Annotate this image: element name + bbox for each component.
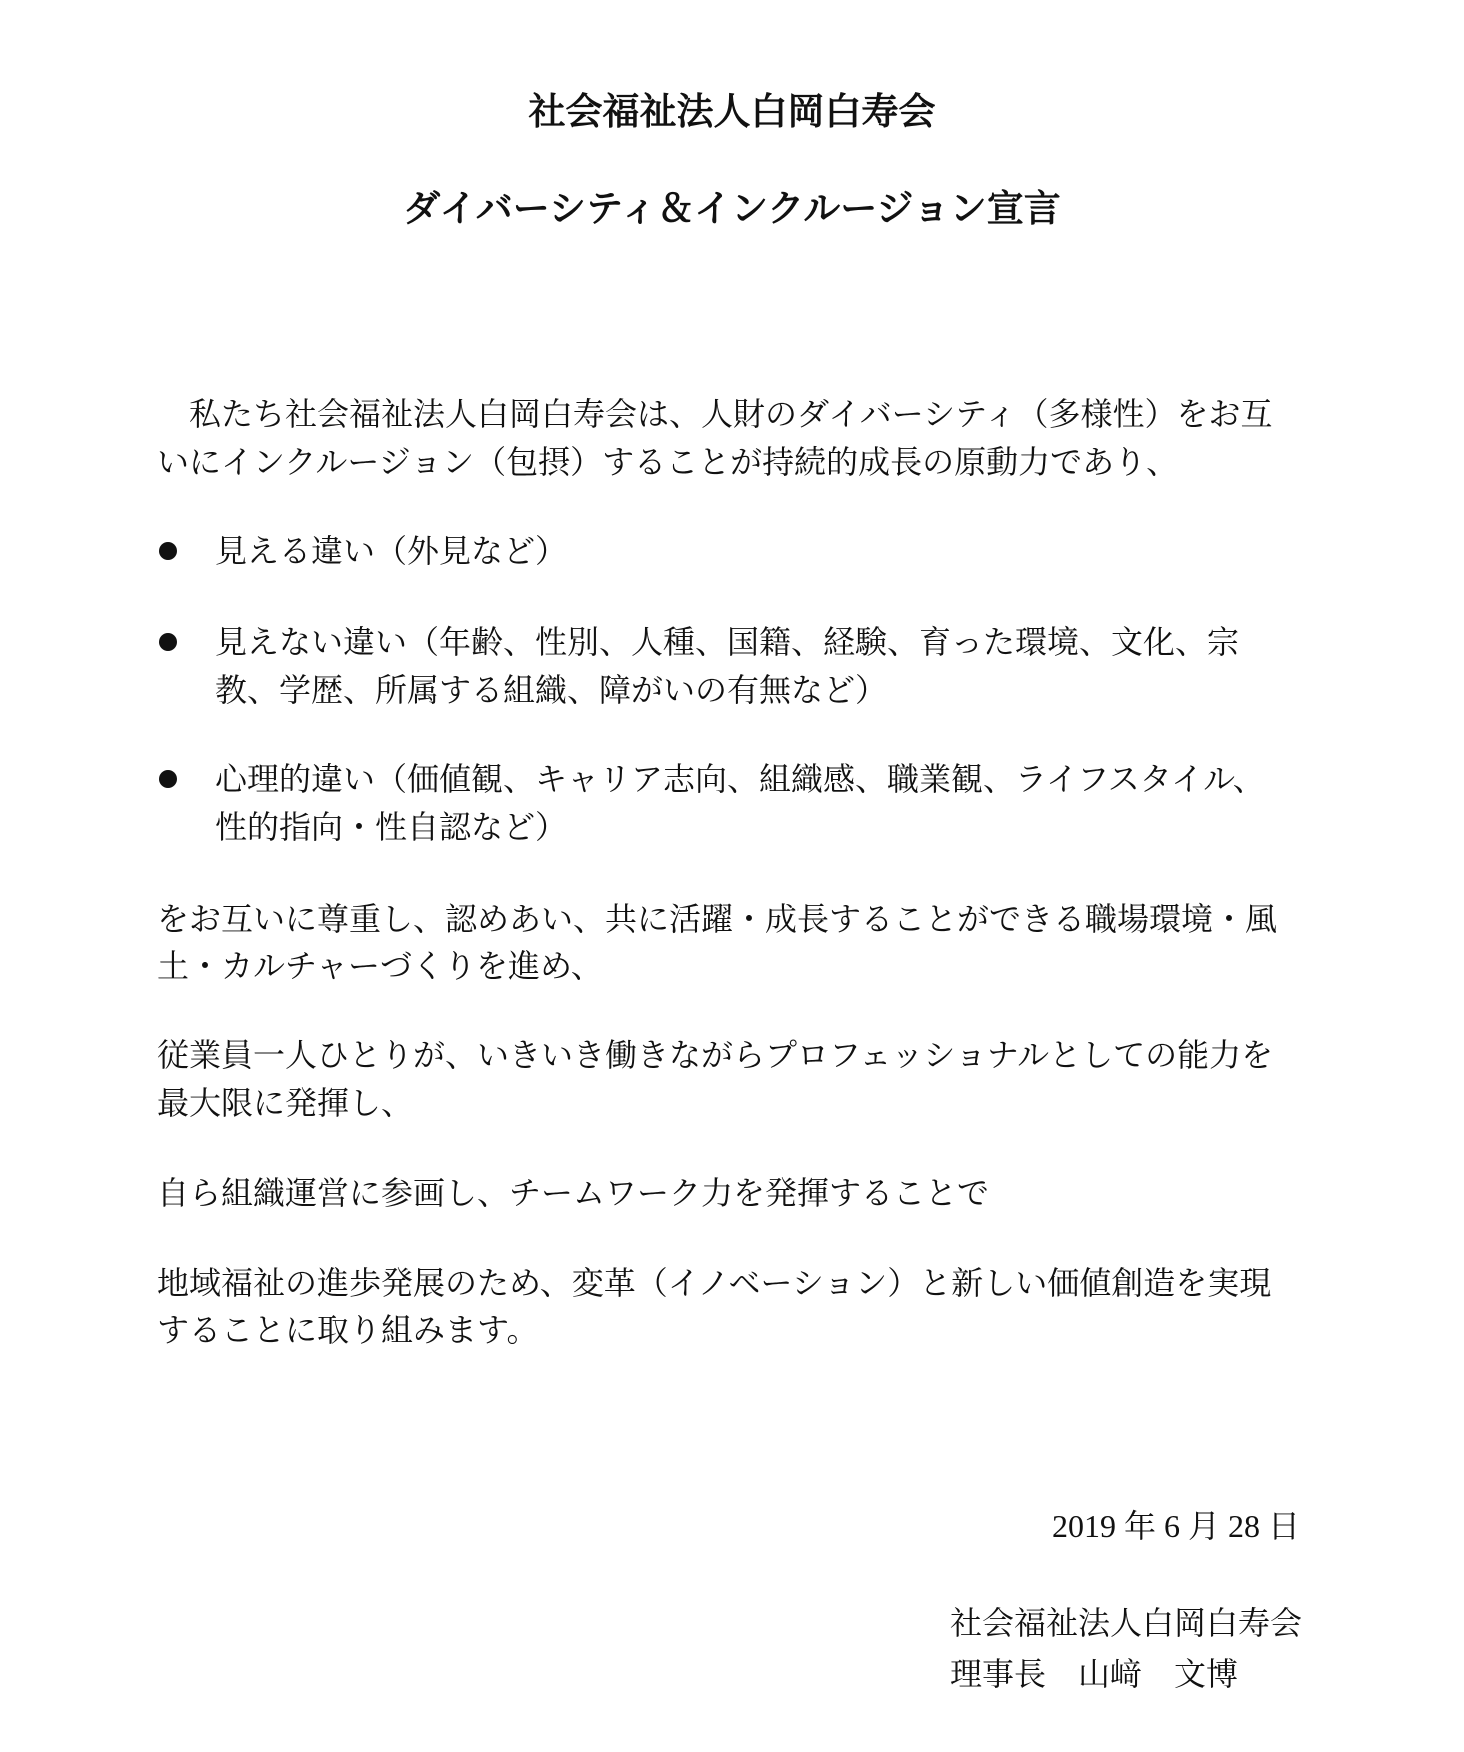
- declaration-date: 2019 年 6 月 28 日: [1051, 1508, 1300, 1544]
- signature-representative: 理事長 山﨑 文博: [950, 1655, 1239, 1693]
- bullet-line: 見えない違い（年齢、性別、人種、国籍、経験、育った環境、文化、宗: [215, 623, 1240, 661]
- bullet-line: 見える違い（外見など）: [215, 532, 568, 570]
- bullet-icon: [159, 633, 177, 651]
- intro-line: 私たち社会福祉法人白岡白寿会は、人財のダイバーシティ（多様性）をお互: [157, 395, 1273, 433]
- paragraph-line: 土・カルチャーづくりを進め、: [157, 947, 603, 985]
- paragraph-line: 従業員一人ひとりが、いきいき働きながらプロフェッショナルとしての能力を: [157, 1036, 1274, 1074]
- bullet-line: 性的指向・性自認など）: [215, 808, 568, 846]
- signature-organization: 社会福祉法人白岡白寿会: [950, 1604, 1303, 1642]
- paragraph-line: 地域福祉の進歩発展のため、変革（イノベーション）と新しい価値創造を実現: [157, 1264, 1272, 1302]
- bullet-line: 教、学歴、所属する組織、障がいの有無など）: [215, 671, 888, 709]
- bullet-line: 心理的違い（価値観、キャリア志向、組織感、職業観、ライフスタイル、: [215, 760, 1265, 798]
- bullet-icon: [159, 770, 177, 788]
- paragraph-line: することに取り組みます。: [157, 1311, 539, 1349]
- bullet-icon: [159, 542, 177, 560]
- paragraph-line: 自ら組織運営に参画し、チームワーク力を発揮することで: [157, 1174, 990, 1212]
- paragraph-line: 最大限に発揮し、: [157, 1084, 414, 1122]
- intro-line: いにインクルージョン（包摂）することが持続的成長の原動力であり、: [157, 443, 1179, 481]
- paragraph-line: をお互いに尊重し、認めあい、共に活躍・成長することができる職場環境・風: [157, 900, 1278, 938]
- organization-title: 社会福祉法人白岡白寿会: [528, 90, 936, 133]
- declaration-title: ダイバーシティ＆インクルージョン宣言: [403, 187, 1061, 230]
